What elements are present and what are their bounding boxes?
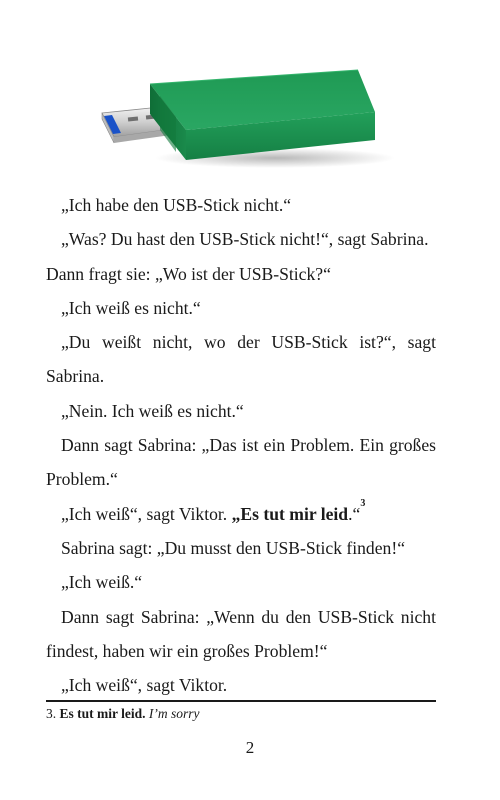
footnote-translation: I’m sorry — [148, 706, 200, 721]
paragraph: „Was? Du hast den USB-Stick nicht!“, sagt Sabrina. — [61, 229, 429, 250]
footnote-reference[interactable]: 3 — [360, 497, 366, 509]
paragraph — [46, 497, 436, 531]
page-number: 2 — [245, 738, 255, 757]
footnote-number: 3. — [46, 706, 57, 721]
footnote-divider — [46, 700, 436, 702]
bold-phrase: „Es tut mir leid — [231, 503, 349, 524]
usb-stick-illustration — [0, 0, 500, 190]
paragraph: „Ich weiß.“ — [61, 572, 143, 593]
footnote-term: Es tut mir leid. — [59, 706, 146, 721]
paragraph: „Ich weiß es nicht.“ — [61, 297, 201, 318]
paragraph: Dann sagt Sabrina: „Das ist ein Problem. Ein großes Problem.“ — [46, 435, 436, 490]
paragraph: Dann sagt Sabrina: „Wenn du den USB-Stick nicht findest, haben wir ein großes Problem!“ — [46, 606, 436, 661]
usb-body — [150, 70, 375, 160]
paragraph: Dann fragt sie: „Wo ist der USB-Stick?“ — [46, 263, 331, 284]
paragraph-text: „Ich weiß“, sagt Viktor. — [61, 503, 232, 524]
paragraph: „Nein. Ich weiß es nicht.“ — [61, 400, 244, 421]
paragraph: „Ich weiß“, sagt Viktor. — [61, 675, 228, 696]
paragraph: „Du weißt nicht, wo der USB-Stick ist?“, sagt Sabrina. — [46, 332, 436, 387]
story-text — [46, 188, 436, 702]
paragraph-text: .“ — [348, 503, 361, 524]
footnote — [46, 706, 436, 722]
paragraph: Sabrina sagt: „Du musst den USB-Stick finden!“ — [61, 537, 406, 558]
paragraph: „Ich habe den USB-Stick nicht.“ — [61, 195, 292, 215]
